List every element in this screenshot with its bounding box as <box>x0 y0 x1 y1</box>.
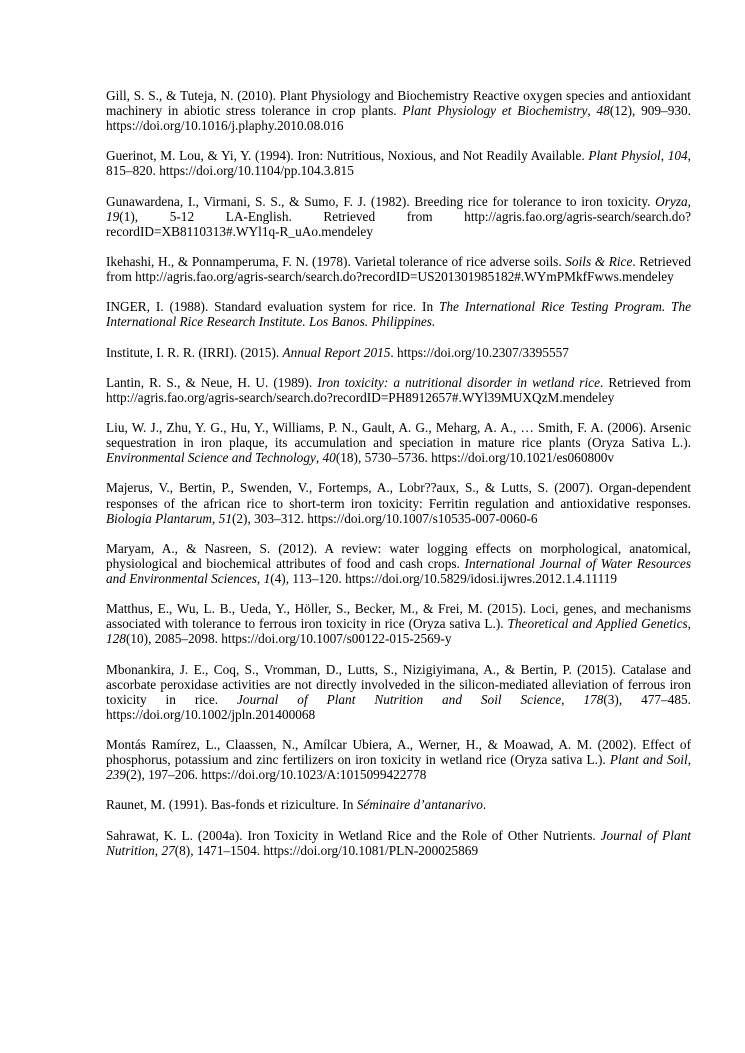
reference-italic-text: 239 <box>106 767 126 783</box>
reference-text: Liu, W. J., Zhu, Y. G., Hu, Y., Williams, P. N., Gault, A. G., Meharg, A. A., … Smith, F. A. (2006). Arsenic sequestration in iron plaque, its accumulation and speciation in mature rice plants (Oryza Sativa L.). <box>106 420 691 451</box>
reference-italic-text: Soils & Rice <box>565 254 633 270</box>
reference-text: . <box>482 797 487 813</box>
reference-italic-text: Séminaire d’antanarivo <box>356 797 483 813</box>
reference-text: Majerus, V., Bertin, P., Swenden, V., Fortemps, A., Lobr??aux, S., & Lutts, S. (2007). Organ-dependent responses of the african rice to short-term iron toxicity: Ferritin regulation and antioxidative responses. <box>106 480 691 511</box>
reference-text: . Retrieved from http://agris.fao.org/agris-search/search.do?recordID=US201301985182#.WYmPMkfFwws.mendeley <box>106 254 691 285</box>
reference-entry <box>106 797 691 812</box>
reference-italic-text: Oryza <box>655 193 688 209</box>
reference-italic-text: 128 <box>106 631 126 647</box>
reference-text: Institute, I. R. R. (IRRI). (2015). <box>106 344 283 360</box>
reference-text: (2), 303–312. https://doi.org/10.1007/s10535-007-0060-6 <box>231 510 538 526</box>
reference-text: Raunet, M. (1991). Bas-fonds et riziculture. In <box>106 797 357 813</box>
reference-text: (1), 5-12 LA-English. Retrieved from http://agris.fao.org/agris-search/search.do?recordID=XB8110313#.WYl1q-R_uAo.mendeley <box>106 208 691 239</box>
reference-italic-text: Plant Physiology et Biochemistry <box>402 103 588 119</box>
reference-entry <box>106 345 691 360</box>
reference-text: , <box>212 510 219 526</box>
reference-text: (12), 909–930. https://doi.org/10.1016/j.plaphy.2010.08.016 <box>106 103 691 134</box>
reference-text: Montás Ramírez, L., Claassen, N., Amílcar Ubiera, A., Werner, H., & Moawad, A. M. (2002). Effect of phosphorus, potassium and zinc fertilizers on iron toxicity in wetland rice (Oryza sativa L.). <box>106 737 691 768</box>
reference-entry <box>106 254 691 284</box>
reference-text: Ikehashi, H., & Ponnamperuma, F. N. (1978). Varietal tolerance of rice adverse soils. <box>106 254 566 270</box>
reference-entry <box>106 299 691 329</box>
reference-text: (8), 1471–1504. https://doi.org/10.1081/PLN-200025869 <box>174 842 479 858</box>
reference-text: (4), 113–120. https://doi.org/10.5829/idosi.ijwres.2012.1.4.11119 <box>270 571 618 586</box>
reference-italic-text: 1 <box>263 571 271 586</box>
reference-italic-text: Journal of Plant Nutrition <box>106 827 691 858</box>
reference-italic-text: 51 <box>218 510 232 526</box>
reference-italic-text: Journal of Plant Nutrition and Soil Science <box>237 691 562 707</box>
reference-text: . https://doi.org/10.2307/3395557 <box>390 344 569 360</box>
reference-text: (18), 5730–5736. https://doi.org/10.1021/es060800v <box>335 450 615 466</box>
reference-entry <box>106 828 691 858</box>
reference-italic-text: 27 <box>161 842 175 858</box>
reference-entry <box>106 194 691 239</box>
reference-text: INGER, I. (1988). Standard evaluation system for rice. In <box>106 299 440 315</box>
reference-entry <box>106 601 691 646</box>
reference-text: , <box>660 148 668 164</box>
reference-text: , <box>561 691 584 707</box>
reference-entry <box>106 662 691 722</box>
reference-text: , <box>687 193 691 209</box>
reference-text: , 815–820. https://doi.org/10.1104/pp.104.3.815 <box>106 148 691 179</box>
reference-italic-text: 19 <box>106 208 120 224</box>
reference-italic-text: Plant and Soil <box>609 752 688 768</box>
reference-text: Matthus, E., Wu, L. B., Ueda, Y., Höller, S., Becker, M., & Frei, M. (2015). Loci, genes, and mechanisms associated with tolerance to ferrous iron toxicity in rice (Oryza sativa L.). <box>106 601 691 632</box>
reference-italic-text: Iron toxicity: a nutritional disorder in wetland rice <box>317 374 600 390</box>
reference-italic-text: Plant Physiol <box>588 148 661 164</box>
reference-text: Gill, S. S., & Tuteja, N. (2010). Plant Physiology and Biochemistry Reactive oxygen species and antioxidant machinery in abiotic stress tolerance in crop plants. <box>106 88 691 119</box>
reference-italic-text: 178 <box>583 691 604 707</box>
reference-italic-text: Annual Report 2015 <box>282 344 391 360</box>
reference-text: , <box>687 616 691 632</box>
reference-text: Lantin, R. S., & Neue, H. U. (1989). <box>106 374 318 390</box>
reference-italic-text: Theoretical and Applied Genetics <box>507 616 688 632</box>
reference-text: . Retrieved from http://agris.fao.org/agris-search/search.do?recordID=PH8912657#.WYl39MUXQzM.mendeley <box>106 374 691 405</box>
reference-text: Mbonankira, J. E., Coq, S., Vromman, D., Lutts, S., Nizigiyimana, A., & Bertin, P. (2015). Catalase and ascorbate peroxidase activities are not directly involveded in the silicon-mediated alleviation of ferrous iron toxicity in rice. <box>106 661 691 707</box>
reference-text: Maryam, A., & Nasreen, S. (2012). A review: water logging effects on morphological, anatomical, physiological and biochemical attributes of food and cash crops. <box>106 540 691 571</box>
reference-italic-text: The International Rice Testing Program. The International Rice Research Institute. Los Banos. Philippines. <box>106 299 691 330</box>
reference-text: , <box>587 103 597 119</box>
reference-entry <box>106 541 691 586</box>
reference-italic-text: 40 <box>322 450 336 466</box>
reference-text: , <box>315 450 323 466</box>
reference-text: Sahrawat, K. L. (2004a). Iron Toxicity in Wetland Rice and the Role of Other Nutrients. <box>106 827 601 843</box>
reference-entry <box>106 420 691 465</box>
reference-list <box>106 88 691 873</box>
reference-italic-text: 48 <box>596 103 610 119</box>
reference-text: , <box>687 752 692 768</box>
reference-entry <box>106 375 691 405</box>
reference-text: (10), 2085–2098. https://doi.org/10.1007/s00122-015-2569-y <box>125 631 452 647</box>
reference-text: (3), 477–485. https://doi.org/10.1002/jpln.201400068 <box>106 691 691 722</box>
reference-text: (2), 197–206. https://doi.org/10.1023/A:1015099422778 <box>125 767 427 783</box>
reference-entry <box>106 737 691 782</box>
reference-entry <box>106 480 691 525</box>
reference-italic-text: Biologia Plantarum <box>106 510 213 526</box>
reference-text: , <box>154 842 162 858</box>
reference-text: Guerinot, M. Lou, & Yi, Y. (1994). Iron: Nutritious, Noxious, and Not Readily Available. <box>106 148 589 164</box>
reference-entry <box>106 88 691 133</box>
reference-text: Gunawardena, I., Virmani, S. S., & Sumo, F. J. (1982). Breeding rice for tolerance to iron toxicity. <box>106 193 656 209</box>
reference-italic-text: International Journal of Water Resources and Environmental Sciences <box>106 555 692 586</box>
reference-entry <box>106 148 691 178</box>
reference-text: , <box>256 571 264 586</box>
reference-italic-text: Environmental Science and Technology <box>106 450 316 466</box>
reference-italic-text: 104 <box>667 148 688 164</box>
